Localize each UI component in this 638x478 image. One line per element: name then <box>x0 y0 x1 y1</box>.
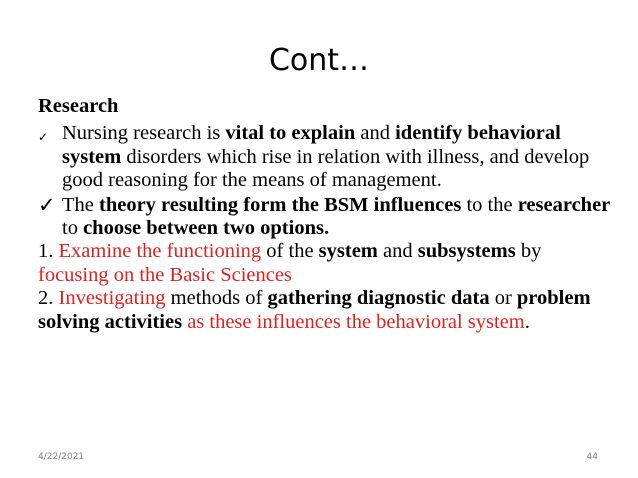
option-one <box>38 240 613 287</box>
footer-date: 4/22/2021 <box>38 452 85 462</box>
option-bold-text: system <box>318 240 378 263</box>
option-bold-text: gathering diagnostic data <box>267 287 490 310</box>
check-mark-icon: ✓ <box>38 192 56 217</box>
option-text: and <box>377 240 418 263</box>
check-mark-icon: ✓ <box>38 130 49 145</box>
option-text: methods of <box>165 287 268 310</box>
option-bold-text: problem solving activities <box>38 287 591 333</box>
bullet-text: disorders which rise in relation with illness, and develop good reasoning for the means of management. <box>62 145 590 192</box>
slide-body <box>38 95 613 334</box>
bullet-bold-text: identify behavioral system <box>62 122 561 168</box>
option-text: of the <box>261 240 319 263</box>
option-bold-text: subsystems <box>417 240 516 263</box>
bullet-text: The <box>62 193 99 216</box>
bullet-bold-text: choose between two options. <box>83 217 330 240</box>
highlight-text: Examine the functioning <box>58 240 262 263</box>
bullet-text: to the <box>461 193 518 216</box>
bullet-text: to <box>62 217 84 240</box>
option-text: or <box>489 287 517 310</box>
bullet-text: Nursing research is <box>62 122 226 145</box>
slide-number: 44 <box>586 452 598 462</box>
bullet-bold-text: theory resulting form the BSM influences <box>99 193 462 216</box>
bullet-bold-text: researcher <box>517 193 611 216</box>
bullet-bold-text: vital to explain <box>225 122 356 145</box>
bullet-vital-research <box>38 122 613 192</box>
bullet-text: and <box>355 122 396 145</box>
option-number: 2. <box>38 287 59 310</box>
highlight-text: focusing on the Basic Sciences <box>38 263 292 286</box>
option-two <box>38 287 613 334</box>
highlight-text: as these influences the behavioral system <box>182 310 525 333</box>
section-heading: Research <box>38 95 119 117</box>
option-number: 1. <box>38 240 59 263</box>
bullet-bsm-theory <box>38 194 613 241</box>
highlight-text: Investigating <box>58 287 166 310</box>
slide-title: Cont… <box>268 43 370 78</box>
option-text: . <box>524 310 530 333</box>
option-text: by <box>515 240 542 263</box>
